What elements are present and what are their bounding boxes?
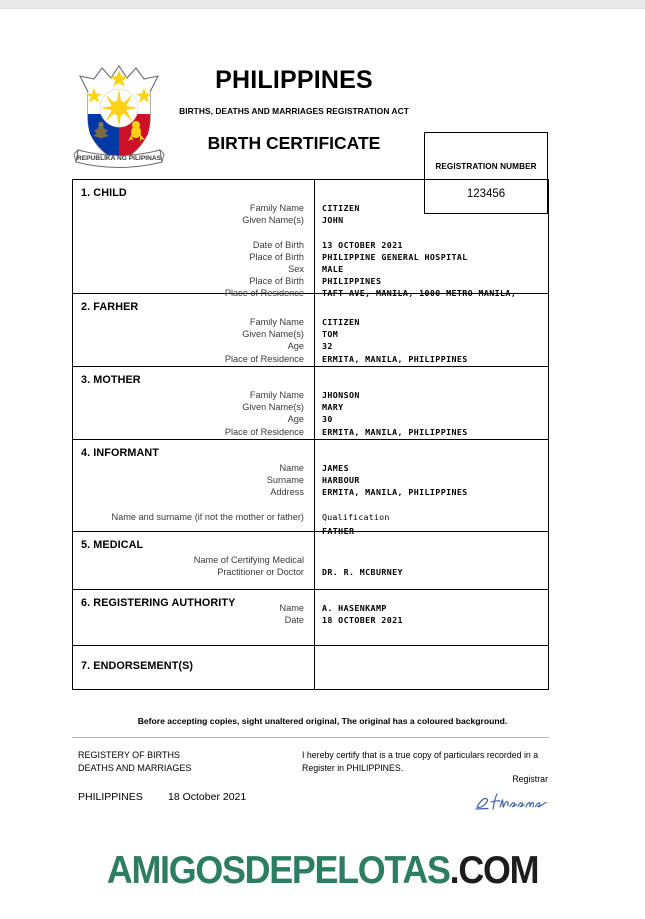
watermark-name: AMIGOSDEPELOTAS <box>106 849 450 892</box>
field-row <box>73 389 548 401</box>
child-place-of-birth-label: Place of Birth <box>249 251 304 262</box>
child-place-of-residence-value: TAFT AVE, MANILA, 1000 METRO MANILA, <box>322 288 517 299</box>
child-place-of-birth2-value: PHILIPPINES <box>322 276 382 287</box>
section-informant <box>73 440 548 536</box>
field-row <box>73 316 548 328</box>
registration-act-line: BIRTHS, DEATHS AND MARRIAGES REGISTRATION ACT <box>179 106 409 117</box>
authority-date-label: Date <box>284 615 304 626</box>
field-row <box>73 214 548 226</box>
field-row <box>73 474 548 486</box>
field-row <box>73 202 548 214</box>
mother-age-value: 30 <box>322 414 333 425</box>
child-place-of-residence-label: Place of Residence <box>224 288 304 299</box>
section-child-heading: 1. CHILD <box>81 187 127 199</box>
authority-name-value: A. HASENKAMP <box>322 603 387 613</box>
field-row <box>73 614 548 626</box>
father-place-of-residence-label: Place of Residence <box>224 353 304 364</box>
field-row <box>73 239 548 251</box>
medical-practitioner-value: DR. R. MCBURNEY <box>322 567 403 578</box>
certify-line-2: Register in PHILIPPINES. <box>302 762 404 773</box>
field-row <box>73 413 548 425</box>
father-age-label: Age <box>287 341 304 352</box>
mother-given-names-value: MARY <box>322 402 344 413</box>
father-place-of-residence-value: ERMITA, MANILA, PHILIPPINES <box>322 353 468 364</box>
philippines-coat-of-arms-icon <box>70 62 168 174</box>
informant-surname-value: HARBOUR <box>322 475 360 486</box>
certification-statement <box>302 749 552 774</box>
medical-practitioner-label-line2: Practitioner or Doctor <box>217 567 304 578</box>
field-row <box>73 462 548 474</box>
child-date-of-birth-value: 13 OCTOBER 2021 <box>322 239 403 250</box>
section-informant-heading: 4. INFORMANT <box>81 447 159 459</box>
header-title-block <box>168 67 420 154</box>
field-row <box>73 340 548 352</box>
crest-motto-text: REPUBLIKA NG PILIPINAS <box>76 155 162 162</box>
section-endorsements <box>73 646 548 690</box>
certify-line-1: I hereby certify that is a true copy of particulars recorded in a <box>302 750 539 760</box>
mother-place-of-residence-value: ERMITA, MANILA, PHILIPPINES <box>322 426 468 437</box>
father-family-name-value: CITIZEN <box>322 317 360 327</box>
watermark-tld: .COM <box>449 849 539 892</box>
registry-date: 18 October 2021 <box>168 791 247 803</box>
field-row <box>73 263 548 275</box>
country-title: PHILIPPINES <box>215 66 373 94</box>
field-row <box>73 602 548 614</box>
mother-given-names-label: Given Name(s) <box>242 402 304 413</box>
informant-name-label: Name <box>279 463 304 473</box>
section-mother-heading: 3. MOTHER <box>81 374 141 386</box>
section-medical-heading: 5. MEDICAL <box>81 539 144 551</box>
footer-divider <box>72 737 549 738</box>
child-date-of-birth-label: Date of Birth <box>252 239 304 250</box>
mother-age-label: Age <box>287 414 304 425</box>
field-row <box>73 353 548 365</box>
copy-notice-text: Before accepting copies, sight unaltered original, The original has a coloured background. <box>137 716 508 726</box>
child-given-names-value: JOHN <box>322 215 344 226</box>
document-title: BIRTH CERTIFICATE <box>207 133 381 154</box>
registry-line-1: REGISTERY OF BIRTHS <box>78 750 181 760</box>
informant-surname-label: Surname <box>266 475 304 486</box>
field-row <box>73 401 548 413</box>
section-medical <box>73 532 548 590</box>
field-row <box>73 426 548 438</box>
father-age-value: 32 <box>322 341 333 352</box>
medical-practitioner-label-line1: Name of Certifying Medical <box>193 555 304 565</box>
child-sex-value: MALE <box>322 263 344 274</box>
window-top-strip <box>0 0 645 9</box>
informant-name-value: JAMES <box>322 463 349 473</box>
section-mother <box>73 367 548 440</box>
child-family-name-value: CITIZEN <box>322 203 360 213</box>
row-spacer <box>73 226 548 238</box>
child-family-name-label: Family Name <box>249 203 304 213</box>
informant-qualification-value: FATHER <box>322 525 355 536</box>
informant-address-value: ERMITA, MANILA, PHILIPPINES <box>322 487 468 498</box>
father-family-name-label: Family Name <box>249 317 304 327</box>
section-registering-authority <box>73 590 548 646</box>
registry-line-2: DEATHS AND MARRIAGES <box>78 762 192 773</box>
mother-place-of-residence-label: Place of Residence <box>224 426 304 437</box>
section-father <box>73 294 548 367</box>
registrar-signature <box>472 787 552 819</box>
section-child <box>73 180 548 299</box>
field-row <box>73 554 548 566</box>
registry-block <box>78 749 191 774</box>
informant-address-label: Address <box>270 487 304 498</box>
father-given-names-value: TOM <box>322 329 339 340</box>
authority-date-value: 18 OCTOBER 2021 <box>322 615 403 626</box>
child-place-of-birth-value: PHILIPPINE GENERAL HOSPITAL <box>322 251 468 262</box>
field-row <box>73 328 548 340</box>
section-endorsements-heading: 7. ENDORSEMENT(S) <box>81 660 194 672</box>
site-watermark <box>26 849 619 893</box>
child-sex-label: Sex <box>288 263 304 274</box>
field-row <box>73 251 548 263</box>
authority-name-label: Name <box>279 603 304 613</box>
registration-number-value: 123456 <box>466 188 506 200</box>
section-authority-heading: 6. REGISTERING AUTHORITY <box>81 597 236 609</box>
field-row <box>73 275 548 287</box>
father-given-names-label: Given Name(s) <box>242 329 304 340</box>
section-father-heading: 2. FARHER <box>81 301 139 313</box>
mother-family-name-label: Family Name <box>249 390 304 400</box>
section-divider <box>314 646 315 689</box>
registrar-label: Registrar <box>512 774 548 784</box>
row-spacer <box>73 499 548 511</box>
field-row <box>73 566 548 578</box>
registry-place: PHILIPPINES <box>78 791 143 803</box>
informant-qualification-caption: Qualification <box>322 511 390 522</box>
field-row <box>73 511 548 525</box>
certificate-table <box>72 179 549 690</box>
registration-number-label: REGISTRATION NUMBER <box>435 162 537 171</box>
informant-qualification-label: Name and surname (if not the mother or father) <box>111 511 304 522</box>
document-page <box>0 9 645 919</box>
child-given-names-label: Given Name(s) <box>242 215 304 226</box>
child-place-of-birth2-label: Place of Birth <box>249 276 304 287</box>
field-row <box>73 486 548 498</box>
mother-family-name-value: JHONSON <box>322 390 360 400</box>
